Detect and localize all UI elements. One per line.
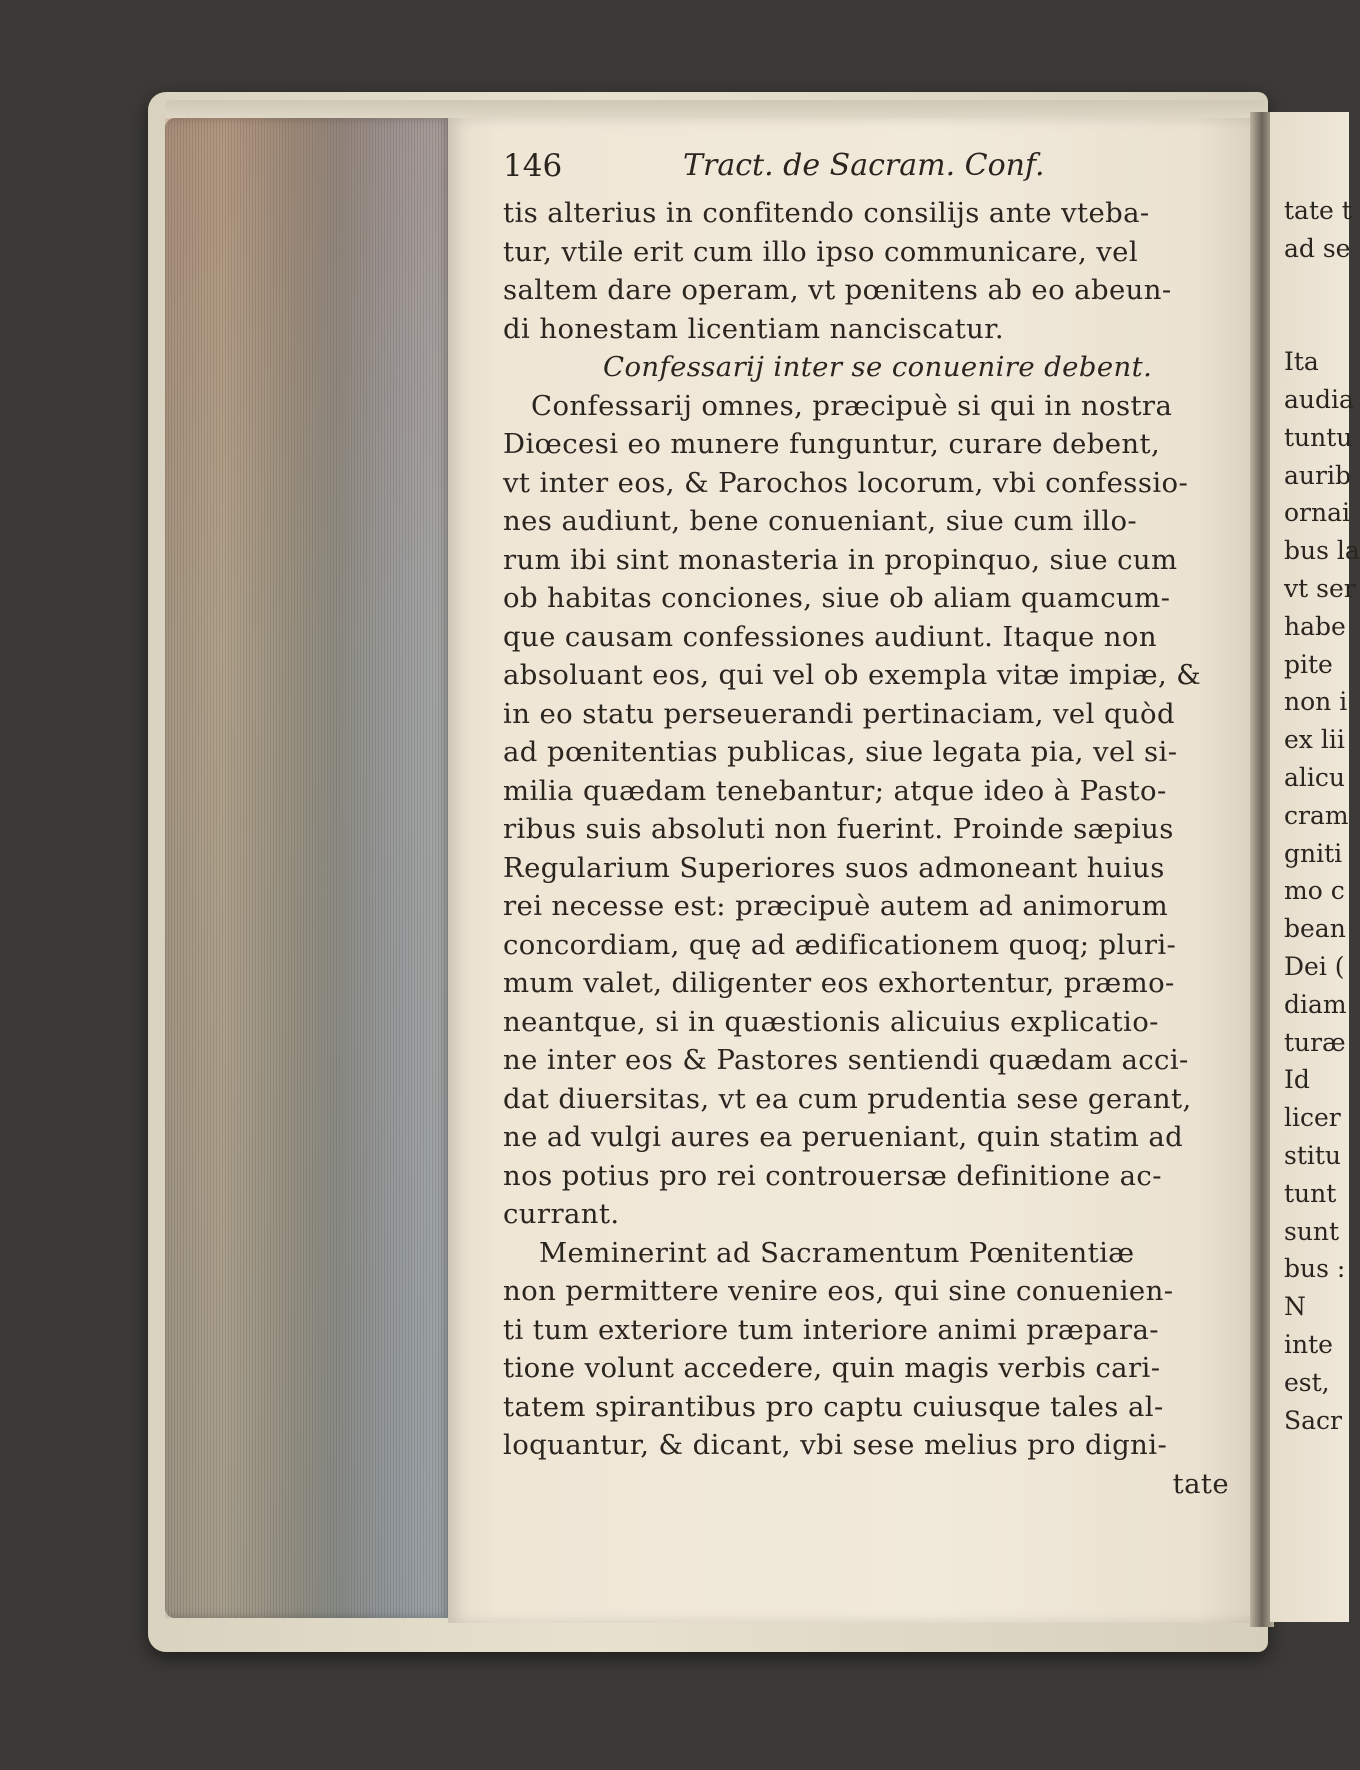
text-line: saltem dare operam, vt pœnitens ab eo abeun- [503,274,1172,306]
text-line: tione volunt accedere, quin magis verbis cari- [503,1352,1161,1384]
facing-line: ornai [1284,498,1351,528]
facing-line: habe [1284,611,1346,641]
facing-line: pite [1284,649,1333,679]
facing-line: Id [1284,1065,1310,1095]
page-text-block [503,148,1233,1503]
facing-line: bus la [1284,536,1360,566]
text-line: tur, vtile erit cum illo ipso communicare, vel [503,235,1139,268]
facing-line [1284,305,1349,343]
text-line: nes audiunt, bene conueniant, siue cum illo- [503,505,1138,537]
facing-line: tate t [1284,196,1352,225]
facing-line: diam [1284,989,1347,1019]
text-line: milia quædam tenebantur; atque ideo à Pasto- [503,774,1167,807]
text-line: concordiam, quę ad ædificationem quoq; pluri- [503,928,1177,961]
facing-line: stitu [1284,1140,1342,1170]
facing-line: ex lii [1284,725,1345,755]
facing-line: Ita [1284,347,1319,377]
text-line: loquantur, & dicant, vbi sese melius pro digni- [503,1429,1168,1461]
facing-line: tuntu [1284,422,1353,452]
text-line: ribus suis absoluti non fuerint. Proinde sæpius [503,813,1174,845]
facing-line: vt ser [1284,573,1356,603]
catchword: tate [1172,1467,1229,1500]
text-line: non permittere venire eos, qui sine conuenien- [503,1275,1174,1307]
facing-line: alicu [1284,762,1345,792]
running-head [503,148,1233,194]
facing-line: bean [1284,914,1346,944]
text-line: di honestam licentiam nanciscatur. [503,312,1004,345]
page-number: 146 [503,148,563,184]
page-block-edges [165,118,451,1618]
facing-line: inte [1284,1329,1333,1359]
text-line: vt inter eos, & Parochos locorum, vbi confessio- [503,466,1189,499]
text-line: ne ad vulgi aures ea perueniant, quin statim ad [503,1121,1184,1153]
text-line: ob habitas conciones, siue ob aliam quamcum- [503,582,1171,614]
facing-page-text [1284,192,1360,1439]
facing-line: turæ [1284,1027,1346,1057]
text-line: rum ibi sint monasteria in propinquo, siue cum [503,543,1178,576]
text-line: Confessarij omnes, præcipuè si qui in nostra [531,389,1173,422]
text-line: Diœcesi eo munere funguntur, curare debent, [503,428,1161,460]
text-line: ti tum exteriore tum interiore animi præpara- [503,1313,1159,1346]
text-line: que causam confessiones audiunt. Itaque non [503,620,1157,653]
facing-line: aurib [1284,460,1351,490]
facing-line: audia [1284,384,1354,414]
text-line: tis alterius in confitendo consilijs ante vteba- [503,197,1150,229]
text-line: nos potius pro rei controuersæ definitione ac- [503,1159,1162,1192]
facing-line: non i [1284,687,1348,717]
text-line: absoluant eos, qui vel ob exempla vitæ impiæ, & [503,659,1202,691]
facing-line: Sacr [1284,1405,1342,1435]
text-line: ad pœnitentias publicas, siue legata pia, vel si- [503,736,1178,768]
text-line: neantque, si in quæstionis alicuius explicatio- [503,1005,1159,1038]
facing-line: ad se [1284,233,1351,263]
facing-line: sunt [1284,1216,1340,1246]
text-line: ne inter eos & Pastores sentiendi quædam acci- [503,1044,1189,1076]
facing-line: gniti [1284,838,1343,868]
facing-line: cram [1284,800,1349,830]
text-line: rei necesse est: præcipuè autem ad animorum [503,890,1169,922]
text-line: Regularium Superiores suos admoneant huius [503,851,1165,884]
running-title: Tract. de Sacram. Conf. [683,148,1045,183]
facing-line: tunt [1284,1178,1337,1208]
facing-line: Dei ( [1284,951,1345,981]
facing-line: licer [1284,1103,1341,1133]
text-line: dat diuersitas, vt ea cum prudentia sese gerant, [503,1082,1192,1115]
text-line: mum valet, diligenter eos exhortentur, præmo- [503,967,1175,999]
facing-line [1284,268,1349,306]
section-heading: Confessarij inter se conuenire debent. [603,351,1153,383]
facing-line: mo c [1284,876,1345,906]
facing-line: est, [1284,1367,1330,1397]
text-line: Meminerint ad Sacramentum Pœnitentiæ [539,1236,1135,1269]
facing-line: bus : [1284,1254,1346,1284]
text-line: in eo statu perseuerandi pertinaciam, vel quòd [503,697,1176,730]
text-line: tatem spirantibus pro captu cuiusque tales al- [503,1390,1164,1423]
facing-line: N [1284,1292,1306,1322]
text-line: currant. [503,1198,620,1230]
